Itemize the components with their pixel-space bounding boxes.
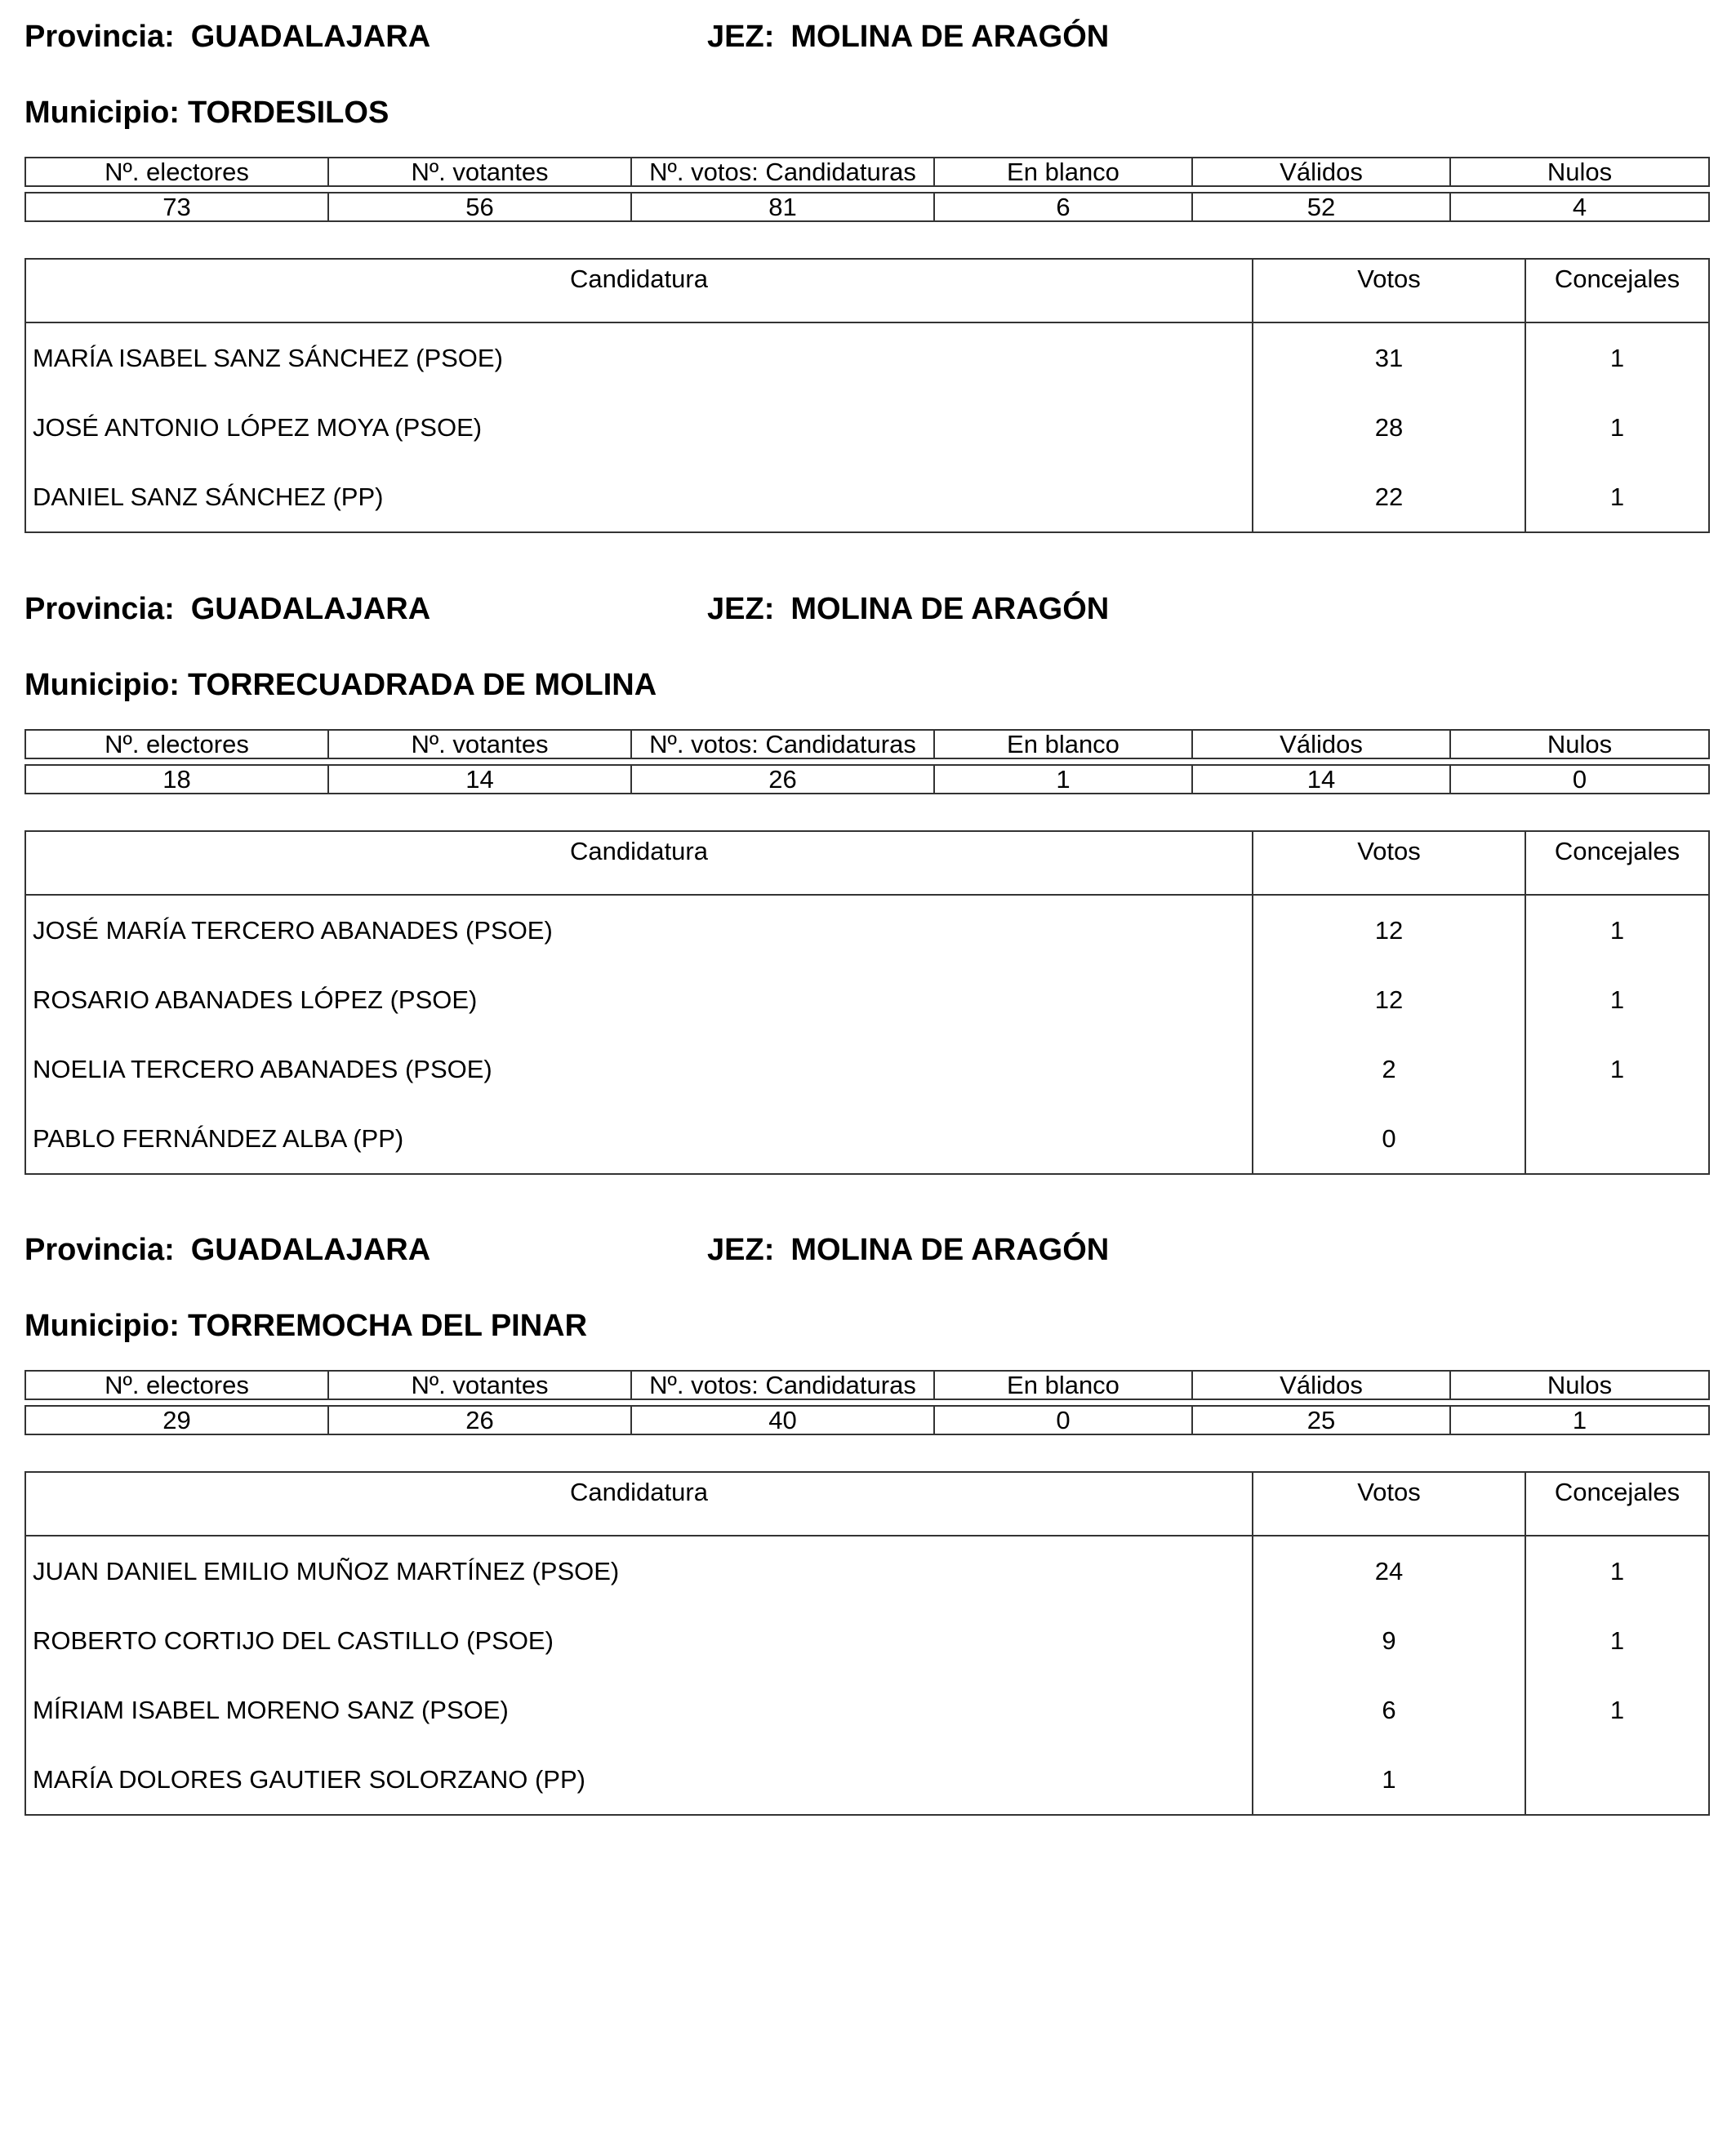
stats-value-cell: 6	[934, 193, 1192, 221]
municipio-heading	[24, 92, 389, 133]
stats-header-cell: Válidos	[1192, 158, 1450, 186]
candidate-row	[25, 322, 1709, 393]
candidates-header-row	[25, 1472, 1709, 1536]
stats-value-cell: 1	[1450, 1406, 1709, 1434]
provincia-heading	[24, 16, 430, 57]
candidate-votos: 0	[1253, 1104, 1525, 1174]
provincia-value: GUADALAJARA	[190, 1233, 431, 1267]
candidate-name: MÍRIAM ISABEL MORENO SANZ (PSOE)	[25, 1675, 1253, 1745]
candidates-table	[24, 830, 1710, 1175]
jez-label: JEZ:	[707, 592, 775, 626]
stats-header-cell: Nº. votantes	[328, 158, 631, 186]
stats-header-row	[25, 158, 1709, 186]
votos-header: Votos	[1253, 259, 1525, 322]
candidatura-header: Candidatura	[25, 1472, 1253, 1536]
candidate-row	[25, 1536, 1709, 1606]
candidate-name: ROBERTO CORTIJO DEL CASTILLO (PSOE)	[25, 1606, 1253, 1675]
candidate-row	[25, 895, 1709, 965]
jez-heading	[707, 1230, 1109, 1270]
provincia-label: Provincia:	[24, 20, 175, 54]
candidatura-header: Candidatura	[25, 259, 1253, 322]
municipio-heading	[24, 1305, 587, 1346]
concejales-header: Concejales	[1525, 259, 1709, 322]
jez-value: MOLINA DE ARAGÓN	[790, 20, 1110, 54]
stats-header-cell: Nº. electores	[25, 1371, 328, 1399]
stats-value-cell: 26	[631, 765, 934, 794]
candidate-name: JUAN DANIEL EMILIO MUÑOZ MARTÍNEZ (PSOE)	[25, 1536, 1253, 1606]
candidates-header-row	[25, 831, 1709, 895]
votos-header: Votos	[1253, 831, 1525, 895]
candidates-table	[24, 1471, 1710, 1816]
stats-header-cell: Nº. votos: Candidaturas	[631, 158, 934, 186]
candidate-concejales: 1	[1525, 393, 1709, 462]
stats-value-cell: 25	[1192, 1406, 1450, 1434]
candidate-concejales: 1	[1525, 462, 1709, 532]
provincia-label: Provincia:	[24, 1233, 175, 1267]
candidates-header-row	[25, 259, 1709, 322]
candidate-concejales: 1	[1525, 965, 1709, 1034]
jez-label: JEZ:	[707, 1233, 775, 1267]
candidate-name: ROSARIO ABANADES LÓPEZ (PSOE)	[25, 965, 1253, 1034]
stats-value-cell: 0	[934, 1406, 1192, 1434]
municipio-label: Municipio:	[24, 668, 180, 702]
stats-header-cell: Nº. votantes	[328, 1371, 631, 1399]
stats-header-cell: Válidos	[1192, 730, 1450, 758]
municipio-label: Municipio:	[24, 96, 180, 130]
candidatura-header: Candidatura	[25, 831, 1253, 895]
candidate-votos: 12	[1253, 895, 1525, 965]
candidate-concejales	[1525, 1745, 1709, 1815]
stats-header-cell: Nº. votos: Candidaturas	[631, 1371, 934, 1399]
candidate-name: JOSÉ MARÍA TERCERO ABANADES (PSOE)	[25, 895, 1253, 965]
provincia-value: GUADALAJARA	[190, 592, 431, 626]
stats-value-cell: 56	[328, 193, 631, 221]
stats-header-cell: Válidos	[1192, 1371, 1450, 1399]
stats-header-cell: Nº. votantes	[328, 730, 631, 758]
provincia-heading	[24, 589, 430, 629]
jez-heading	[707, 589, 1109, 629]
jez-label: JEZ:	[707, 20, 775, 54]
stats-header-cell: Nº. electores	[25, 730, 328, 758]
candidate-row	[25, 965, 1709, 1034]
candidate-votos: 24	[1253, 1536, 1525, 1606]
municipio-heading	[24, 665, 657, 705]
stats-value-row	[25, 193, 1709, 221]
stats-header-row	[25, 730, 1709, 758]
stats-table	[24, 729, 1710, 794]
candidate-name: NOELIA TERCERO ABANADES (PSOE)	[25, 1034, 1253, 1104]
stats-value-cell: 0	[1450, 765, 1709, 794]
candidate-concejales: 1	[1525, 895, 1709, 965]
candidate-votos: 1	[1253, 1745, 1525, 1815]
candidate-votos: 9	[1253, 1606, 1525, 1675]
candidate-concejales	[1525, 1104, 1709, 1174]
provincia-value: GUADALAJARA	[190, 20, 431, 54]
candidate-votos: 6	[1253, 1675, 1525, 1745]
stats-value-cell: 40	[631, 1406, 934, 1434]
provincia-label: Provincia:	[24, 592, 175, 626]
stats-table	[24, 157, 1710, 222]
stats-table	[24, 1370, 1710, 1435]
jez-value: MOLINA DE ARAGÓN	[790, 1233, 1110, 1267]
stats-value-row	[25, 1406, 1709, 1434]
jez-heading	[707, 16, 1109, 57]
stats-value-cell: 26	[328, 1406, 631, 1434]
candidate-row	[25, 393, 1709, 462]
candidate-votos: 28	[1253, 393, 1525, 462]
candidate-votos: 22	[1253, 462, 1525, 532]
municipio-value: TORRECUADRADA DE MOLINA	[187, 668, 657, 702]
stats-value-cell: 52	[1192, 193, 1450, 221]
stats-value-cell: 73	[25, 193, 328, 221]
municipio-label: Municipio:	[24, 1309, 180, 1343]
votos-header: Votos	[1253, 1472, 1525, 1536]
candidate-concejales: 1	[1525, 1675, 1709, 1745]
candidate-concejales: 1	[1525, 322, 1709, 393]
concejales-header: Concejales	[1525, 831, 1709, 895]
stats-header-cell: Nº. electores	[25, 158, 328, 186]
stats-header-cell: Nulos	[1450, 1371, 1709, 1399]
municipio-value: TORDESILOS	[187, 96, 389, 130]
stats-header-cell: Nulos	[1450, 730, 1709, 758]
candidate-votos: 12	[1253, 965, 1525, 1034]
candidate-name: MARÍA ISABEL SANZ SÁNCHEZ (PSOE)	[25, 322, 1253, 393]
candidate-name: DANIEL SANZ SÁNCHEZ (PP)	[25, 462, 1253, 532]
candidate-row	[25, 1104, 1709, 1174]
concejales-header: Concejales	[1525, 1472, 1709, 1536]
candidate-row	[25, 1745, 1709, 1815]
stats-value-cell: 14	[1192, 765, 1450, 794]
candidate-name: PABLO FERNÁNDEZ ALBA (PP)	[25, 1104, 1253, 1174]
stats-value-cell: 81	[631, 193, 934, 221]
candidate-name: JOSÉ ANTONIO LÓPEZ MOYA (PSOE)	[25, 393, 1253, 462]
stats-header-cell: En blanco	[934, 730, 1192, 758]
stats-value-cell: 29	[25, 1406, 328, 1434]
candidate-votos: 2	[1253, 1034, 1525, 1104]
stats-header-row	[25, 1371, 1709, 1399]
stats-header-cell: Nulos	[1450, 158, 1709, 186]
provincia-heading	[24, 1230, 430, 1270]
candidate-row	[25, 462, 1709, 532]
candidates-table	[24, 258, 1710, 533]
stats-header-cell: En blanco	[934, 158, 1192, 186]
candidate-row	[25, 1675, 1709, 1745]
candidate-row	[25, 1034, 1709, 1104]
stats-value-cell: 14	[328, 765, 631, 794]
stats-header-cell: Nº. votos: Candidaturas	[631, 730, 934, 758]
stats-value-cell: 4	[1450, 193, 1709, 221]
candidate-concejales: 1	[1525, 1536, 1709, 1606]
candidate-concejales: 1	[1525, 1034, 1709, 1104]
stats-value-cell: 18	[25, 765, 328, 794]
candidate-row	[25, 1606, 1709, 1675]
candidate-votos: 31	[1253, 322, 1525, 393]
jez-value: MOLINA DE ARAGÓN	[790, 592, 1110, 626]
candidate-concejales: 1	[1525, 1606, 1709, 1675]
stats-value-row	[25, 765, 1709, 794]
municipio-value: TORREMOCHA DEL PINAR	[187, 1309, 588, 1343]
candidate-name: MARÍA DOLORES GAUTIER SOLORZANO (PP)	[25, 1745, 1253, 1815]
stats-header-cell: En blanco	[934, 1371, 1192, 1399]
stats-value-cell: 1	[934, 765, 1192, 794]
